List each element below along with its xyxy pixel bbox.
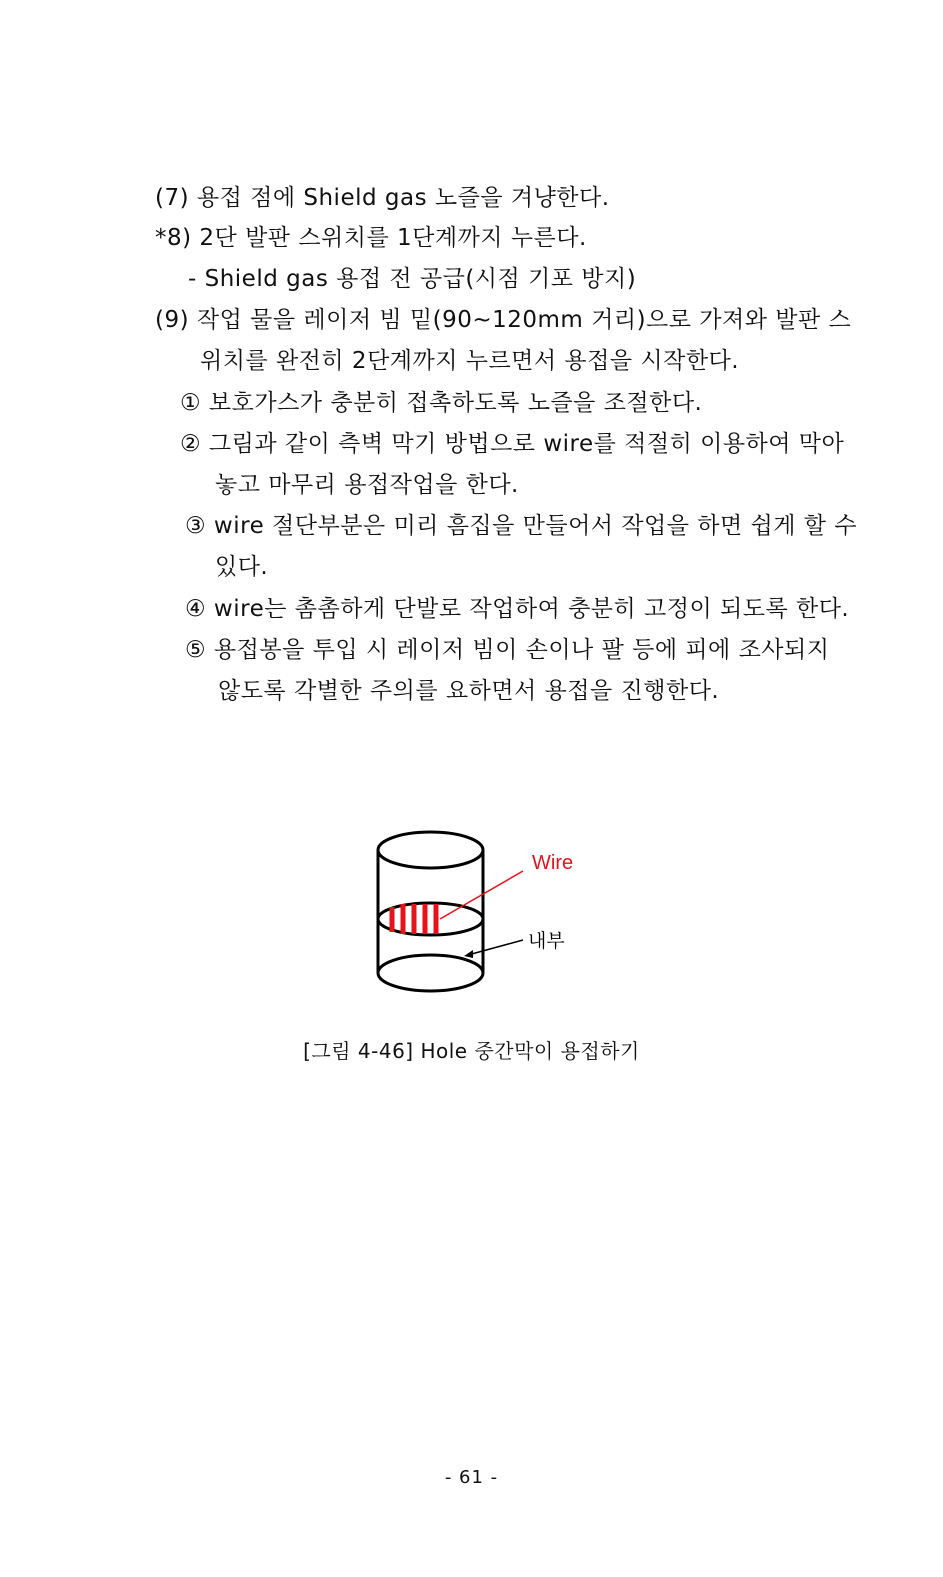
inside-pointer-arrowhead bbox=[464, 950, 473, 958]
sub-item-3-line1: ③ wire 절단부분은 미리 흠집을 만들어서 작업을 하면 쉽게 할 수 bbox=[185, 513, 858, 539]
inside-pointer-line bbox=[468, 940, 523, 955]
step-7: (7) 용접 점에 Shield gas 노즐을 겨냥한다. bbox=[155, 185, 610, 211]
sub-item-4: ④ wire는 촘촘하게 단발로 작업하여 충분히 고정이 되도록 한다. bbox=[185, 596, 850, 622]
cylinder-bottom-ellipse bbox=[378, 955, 483, 991]
sub-item-2-line1: ② 그림과 같이 측벽 막기 방법으로 wire를 적절히 이용하여 막아 bbox=[180, 431, 845, 457]
wire-label: Wire bbox=[532, 852, 574, 874]
step-8-note: - Shield gas 용접 전 공급(시점 기포 방지) bbox=[188, 266, 637, 292]
sub-item-5-line2: 않도록 각별한 주의를 요하면서 용접을 진행한다. bbox=[218, 678, 720, 704]
sub-item-1: ① 보호가스가 충분히 접촉하도록 노즐을 조절한다. bbox=[180, 390, 703, 416]
figure-caption: [그림 4-46] Hole 중간막이 용접하기 bbox=[303, 1039, 640, 1063]
sub-item-5-line1: ⑤ 용접봉을 투입 시 레이저 빔이 손이나 팔 등에 피에 조사되지 bbox=[185, 637, 830, 663]
hole-blocking-figure bbox=[360, 815, 600, 1015]
cylinder-diagram bbox=[360, 815, 600, 1015]
step-9-line1: (9) 작업 물을 레이저 빔 밑(90~120mm 거리)으로 가져와 발판 스 bbox=[155, 307, 852, 333]
step-9-line2: 위치를 완전히 2단계까지 누르면서 용접을 시작한다. bbox=[200, 348, 740, 374]
sub-item-2-line2: 놓고 마무리 용접작업을 한다. bbox=[215, 472, 519, 498]
inside-label: 내부 bbox=[528, 930, 565, 952]
sub-item-3-line2: 있다. bbox=[215, 554, 269, 580]
wire-strips bbox=[392, 904, 436, 934]
page-number: - 61 - bbox=[444, 1467, 499, 1488]
cylinder-top-ellipse bbox=[378, 832, 483, 868]
step-8: *8) 2단 발판 스위치를 1단계까지 누른다. bbox=[155, 225, 587, 251]
